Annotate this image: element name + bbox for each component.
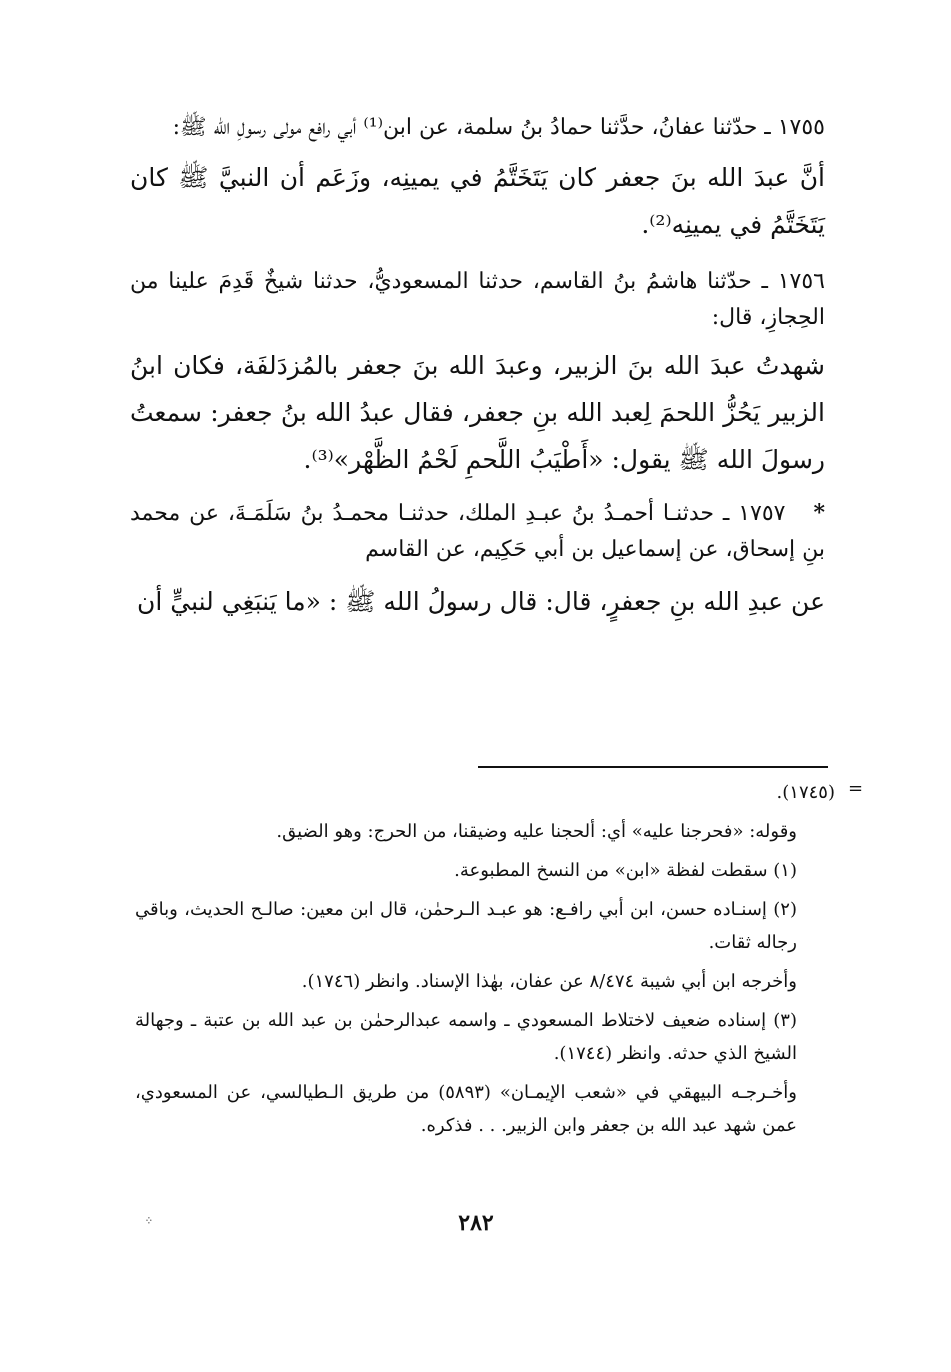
- footnote-line: وقوله: «فحرجنا عليه» أي: ألحجنا عليه وضيقنا، من الحرج: وهو الضيق.: [276, 821, 797, 842]
- star-marker: *: [813, 500, 825, 526]
- continuation-mark: =: [848, 778, 864, 799]
- hadith-1755-isnad: ١٧٥٥ ـ حدّثنا عفانُ، حدَّثنا حمادُ بنُ سلمة، عن ابن⁽¹⁾ أبي رافع مولى رسولِ الله ﷺ:: [172, 115, 825, 140]
- hadith-1757-matn: عن عبدِ الله بنِ جعفرٍ، قال: قال رسولُ الله ﷺ : «ما يَنبَغِي لنبيٍّ أن: [137, 587, 825, 616]
- hadith-1757-isnad: [130, 495, 825, 568]
- hadith-1755-matn: أنَّ عبدَ الله بنَ جعفر كان يَتَخَتَّمُ في يمينِه، وزَعَم أن النبيَّ ﷺ كان يَتَخَتَّمُ في يمينِه⁽²⁾.: [130, 163, 825, 239]
- footnote-divider: [478, 766, 828, 768]
- footnote-line: (١٧٤٥).: [776, 782, 835, 803]
- corner-mark: ᠅: [143, 1214, 152, 1228]
- footnote-2: (٢) إسنـاده حسن، ابن أبي رافـع: هو عبـد الـرحمٰن، قال ابن معين: صالـح الحديث، وباقي رجاله ثقات.: [135, 899, 797, 953]
- footnote-line: وأخرجه ابن أبي شيبة ٨/٤٧٤ عن عفان، بهٰذا الإسناد. وانظر (١٧٤٦).: [301, 971, 797, 992]
- main-text: [130, 110, 825, 631]
- hadith-1756-matn: شهدتُ عبدَ الله بنَ الزبير، وعبدَ الله بنَ جعفر بالمُزدَلفَة، فكان ابنُ الزبير يَحُزُّ اللحمَ لِعبد الله بنِ جعفر، فقال عبدُ الله بنُ جعفر: سمعتُ رسولَ الله ﷺ يقول: «أَطْيَبُ اللَّحمِ لَحْمُ الظَّهْر»⁽³⁾.: [130, 351, 825, 474]
- footnote-1: (١) سقطت لفظة «ابن» من النسخ المطبوعة.: [454, 860, 797, 881]
- hadith-1756-isnad: ١٧٥٦ ـ حدّثنا هاشمُ بنُ القاسم، حدثنا المسعوديُّ، حدثنا شيخٌ قَدِمَ علينا من الحِجازِ، قال:: [130, 269, 825, 330]
- footnote-3: (٣) إسناده ضعيف لاختلاط المسعودي ـ واسمه عبدالرحمٰن بن عبد الله بن عتبة ـ وجهالة الشيخ الذي حدثه. وانظر (١٧٤٤).: [135, 1010, 797, 1064]
- hadith-1757-isnad-text: ١٧٥٧ ـ حدثنـا أحمـدُ بنُ عبـدِ الملك، حدثنـا محمـدُ بنُ سَلَمَـةَ، عن محمد بنِ إسحاق، عن إسماعيل بن أبي حَكِيم، عن القاسم: [130, 501, 825, 562]
- page-number: ٢٨٢: [458, 1210, 494, 1236]
- footnotes: [135, 776, 835, 1148]
- footnote-line: وأخـرجـه البيهقي في «شعب الإيمـان» (٥٨٩٣) من طريق الـطيالسي، عن المسعودي، عمن شهد عبد الله بن جعفر وابن الزبير. . . فذكره.: [135, 1082, 797, 1136]
